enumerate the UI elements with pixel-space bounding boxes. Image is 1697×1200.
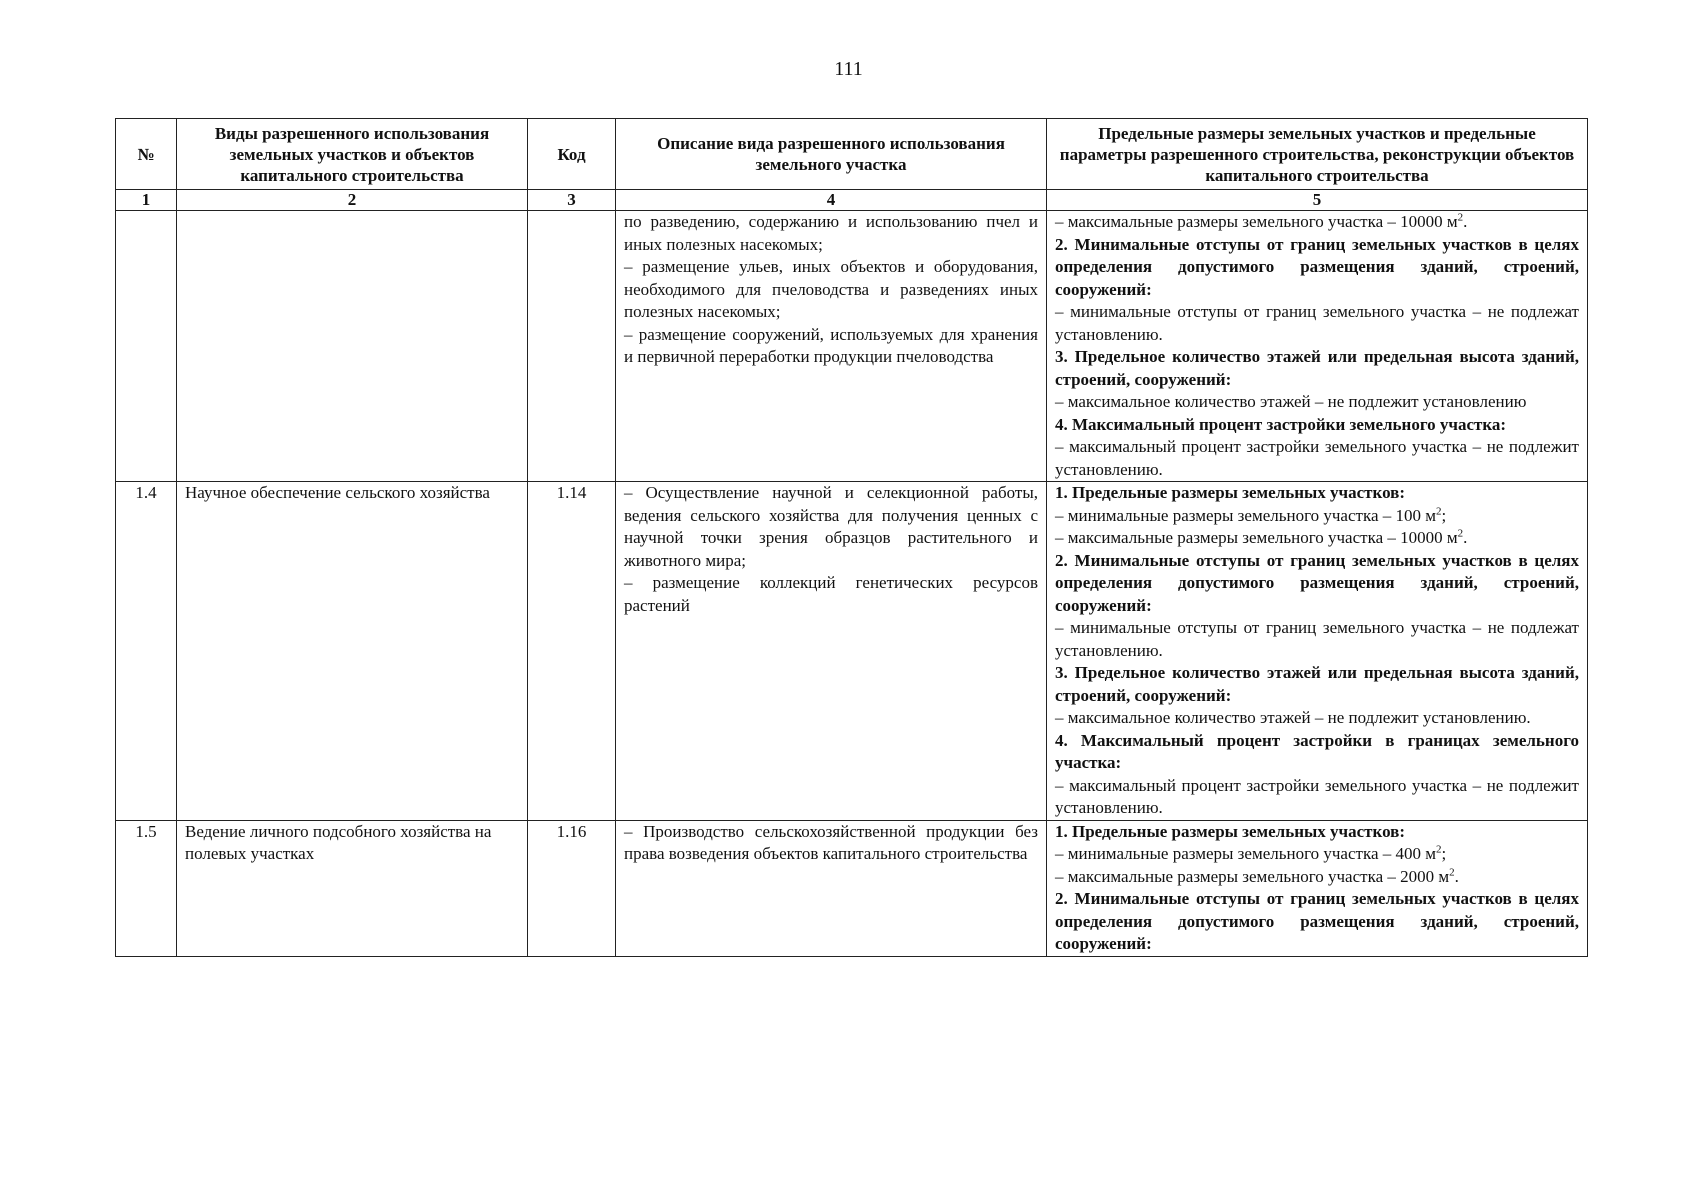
parameter-heading: 2. Минимальные отступы от границ земельных участков в целях определения допустимого размещения зданий, строений, сооружений: — [1055, 234, 1579, 299]
column-number: 4 — [616, 190, 1047, 211]
table-body — [116, 211, 1588, 957]
parameter-heading: 3. Предельное количество этажей или предельная высота зданий, строений, сооружений: — [1055, 347, 1579, 389]
row-description — [616, 820, 1047, 956]
row-parameters — [1047, 211, 1588, 482]
description-line: по разведению, содержанию и использованию пчел и иных полезных насекомых; — [624, 212, 1038, 254]
parameter-heading: 2. Минимальные отступы от границ земельных участков в целях определения допустимого размещения зданий, строений, сооружений: — [1055, 550, 1579, 615]
header-description: Описание вида разрешенного использования земельного участка — [616, 119, 1047, 190]
superscript: 2 — [1457, 211, 1464, 224]
column-number: 1 — [116, 190, 177, 211]
parameter-line: – минимальные отступы от границ земельного участка – не подлежат установлению. — [1055, 618, 1579, 660]
row-use-type — [177, 211, 528, 482]
superscript: 2 — [1457, 527, 1464, 540]
description-line: – размещение коллекций генетических ресурсов растений — [624, 573, 1038, 615]
row-code: 1.14 — [528, 482, 616, 821]
column-number: 3 — [528, 190, 616, 211]
row-number: 1.5 — [116, 820, 177, 956]
parameter-heading: 3. Предельное количество этажей или предельная высота зданий, строений, сооружений: — [1055, 663, 1579, 705]
parameter-heading: 1. Предельные размеры земельных участков: — [1055, 483, 1406, 502]
parameter-line: – минимальные отступы от границ земельного участка – не подлежат установлению. — [1055, 302, 1579, 344]
row-parameters — [1047, 820, 1588, 956]
superscript: 2 — [1436, 843, 1442, 856]
header-use-type: Виды разрешенного использования земельных участков и объектов капитального строительства — [177, 119, 528, 190]
column-number-row — [116, 190, 1588, 211]
parameter-heading: 1. Предельные размеры земельных участков: — [1055, 821, 1406, 841]
parameter-line: – максимальные размеры земельного участка – 2000 $м^2$. — [1055, 865, 1459, 886]
row-code — [528, 211, 616, 482]
parameter-line: – минимальные размеры земельного участка – 100 $м^2$; — [1055, 504, 1447, 525]
parameter-heading: 2. Минимальные отступы от границ земельных участков в целях определения допустимого размещения зданий, строений, сооружений: — [1055, 889, 1579, 953]
description-line: – Осуществление научной и селекционной работы, ведения сельского хозяйства для получения ценных с научной точки зрения образцов растительного и животного мира; — [624, 483, 1038, 570]
parameter-line: – максимальный процент застройки земельного участка – не подлежит установлению. — [1055, 437, 1579, 479]
row-description — [616, 211, 1047, 482]
parameter-heading: 4. Максимальный процент застройки в границах земельного участка: — [1055, 730, 1579, 772]
parameter-heading: 4. Максимальный процент застройки земельного участка: — [1055, 414, 1507, 434]
parameter-line: – максимальные размеры земельного участка – 10000 $м^2$. — [1055, 211, 1468, 231]
parameter-line: – максимальное количество этажей – не подлежит установлению — [1055, 392, 1527, 411]
table-row — [116, 211, 1588, 482]
column-number: 5 — [1047, 190, 1588, 211]
table-header-row — [116, 119, 1588, 190]
description-line: – Производство сельскохозяйственной продукции без права возведения объектов капитального строительства — [624, 821, 1038, 863]
header-code: Код — [528, 119, 616, 190]
superscript: 2 — [1449, 865, 1455, 878]
table-row — [116, 482, 1588, 821]
description-line: – размещение ульев, иных объектов и оборудования, необходимого для пчеловодства и разведениях иных полезных насекомых; — [624, 257, 1038, 321]
parameter-line: – максимальные размеры земельного участка – 10000 $м^2$. — [1055, 527, 1468, 547]
column-number: 2 — [177, 190, 528, 211]
row-code: 1.16 — [528, 820, 616, 956]
row-parameters — [1047, 482, 1588, 821]
land-use-table — [115, 118, 1588, 957]
parameter-line: – максимальный процент застройки земельного участка – не подлежит установлению. — [1055, 775, 1579, 817]
row-description — [616, 482, 1047, 821]
row-use-type: Научное обеспечение сельского хозяйства — [177, 482, 528, 821]
page-number: 111 — [834, 58, 863, 80]
description-line: – размещение сооружений, используемых для хранения и первичной переработки продукции пчеловодства — [624, 324, 1038, 366]
row-use-type: Ведение личного подсобного хозяйства на полевых участках — [177, 820, 528, 956]
row-number: 1.4 — [116, 482, 177, 821]
parameter-line: – максимальное количество этажей – не подлежит установлению. — [1055, 708, 1531, 727]
superscript: 2 — [1436, 504, 1442, 517]
header-number: № — [116, 119, 177, 190]
header-parameters: Предельные размеры земельных участков и предельные параметры разрешенного строительства, реконструкции объектов капитального строительства — [1047, 119, 1588, 190]
parameter-line: – минимальные размеры земельного участка – 400 $м^2$; — [1055, 843, 1447, 863]
table-row — [116, 820, 1588, 956]
row-number — [116, 211, 177, 482]
